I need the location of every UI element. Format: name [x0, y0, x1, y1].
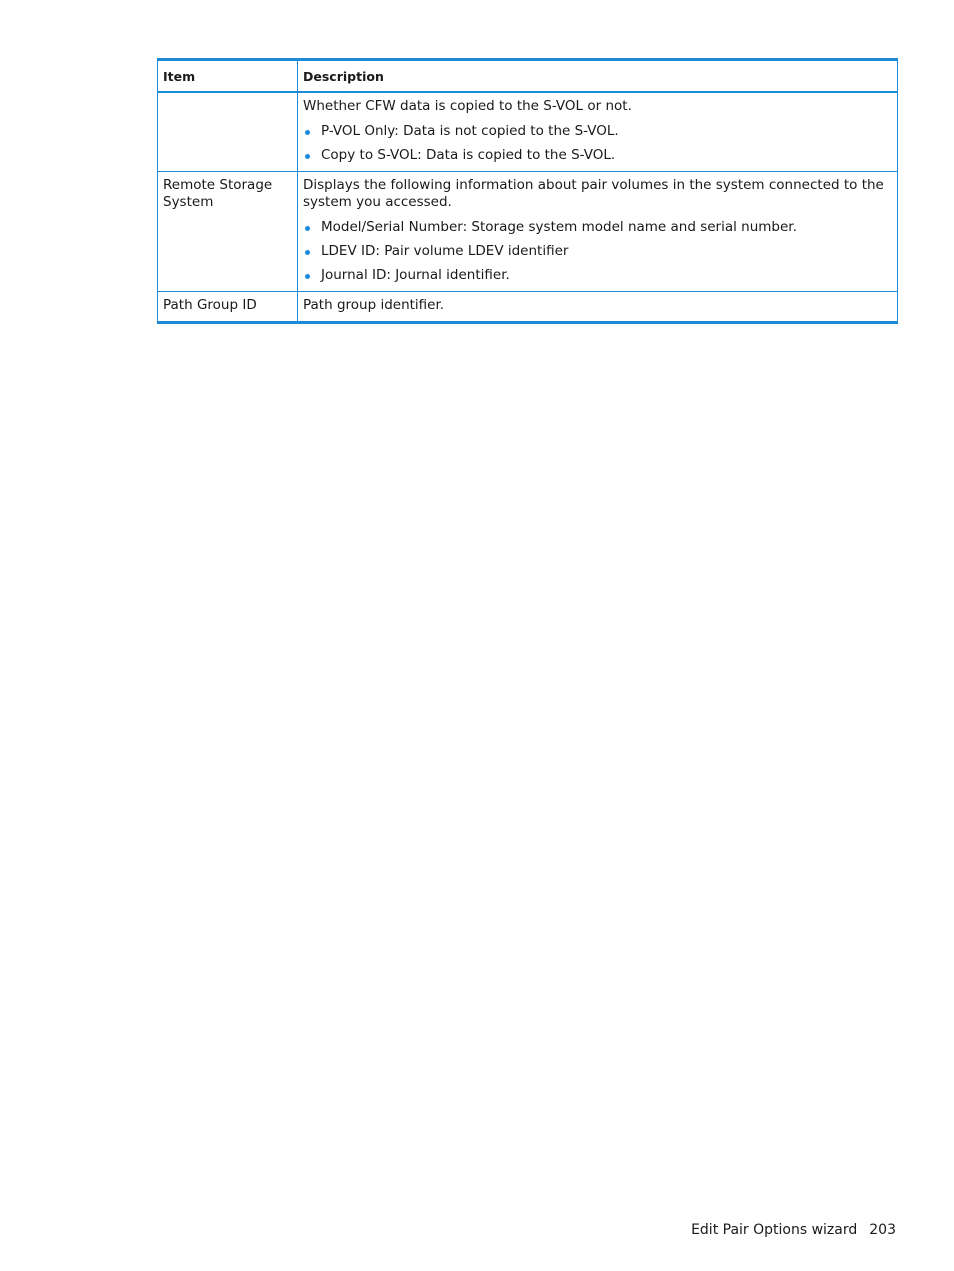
- header-item: Item: [158, 60, 298, 93]
- table-row: [158, 292, 898, 323]
- table-header-row: [158, 60, 898, 93]
- table-row: [158, 92, 898, 172]
- bullet-icon: [305, 226, 310, 231]
- item-cell: Remote Storage System: [158, 172, 298, 292]
- bullet-item: [303, 219, 892, 236]
- bullet-text: Copy to S-VOL: Data is copied to the S-VOL.: [321, 147, 616, 163]
- bullet-list: [303, 123, 892, 164]
- bullet-icon: [305, 274, 310, 279]
- page-number: 203: [869, 1222, 896, 1238]
- bullet-icon: [305, 130, 310, 135]
- bullet-text: Journal ID: Journal identifier.: [321, 267, 510, 283]
- page-footer: [691, 1222, 896, 1238]
- description-cell: [298, 292, 898, 323]
- bullet-icon: [305, 250, 310, 255]
- bullet-list: [303, 219, 892, 284]
- header-description: Description: [298, 60, 898, 93]
- description-text: Displays the following information about pair volumes in the system connected to the system you accessed.: [303, 177, 884, 210]
- item-cell: [158, 92, 298, 172]
- bullet-item: [303, 147, 892, 164]
- description-table: [157, 58, 898, 324]
- description-text: Path group identifier.: [303, 297, 445, 313]
- item-cell: Path Group ID: [158, 292, 298, 323]
- bullet-text: LDEV ID: Pair volume LDEV identifier: [321, 243, 569, 259]
- footer-section-title: Edit Pair Options wizard: [691, 1222, 858, 1238]
- bullet-item: [303, 243, 892, 260]
- description-cell: [298, 92, 898, 172]
- description-cell: [298, 172, 898, 292]
- bullet-icon: [305, 154, 310, 159]
- description-text: Whether CFW data is copied to the S-VOL or not.: [303, 98, 632, 114]
- bullet-item: [303, 123, 892, 140]
- table-row: [158, 172, 898, 292]
- bullet-text: P-VOL Only: Data is not copied to the S-VOL.: [321, 123, 619, 139]
- bullet-item: [303, 267, 892, 284]
- bullet-text: Model/Serial Number: Storage system model name and serial number.: [321, 219, 797, 235]
